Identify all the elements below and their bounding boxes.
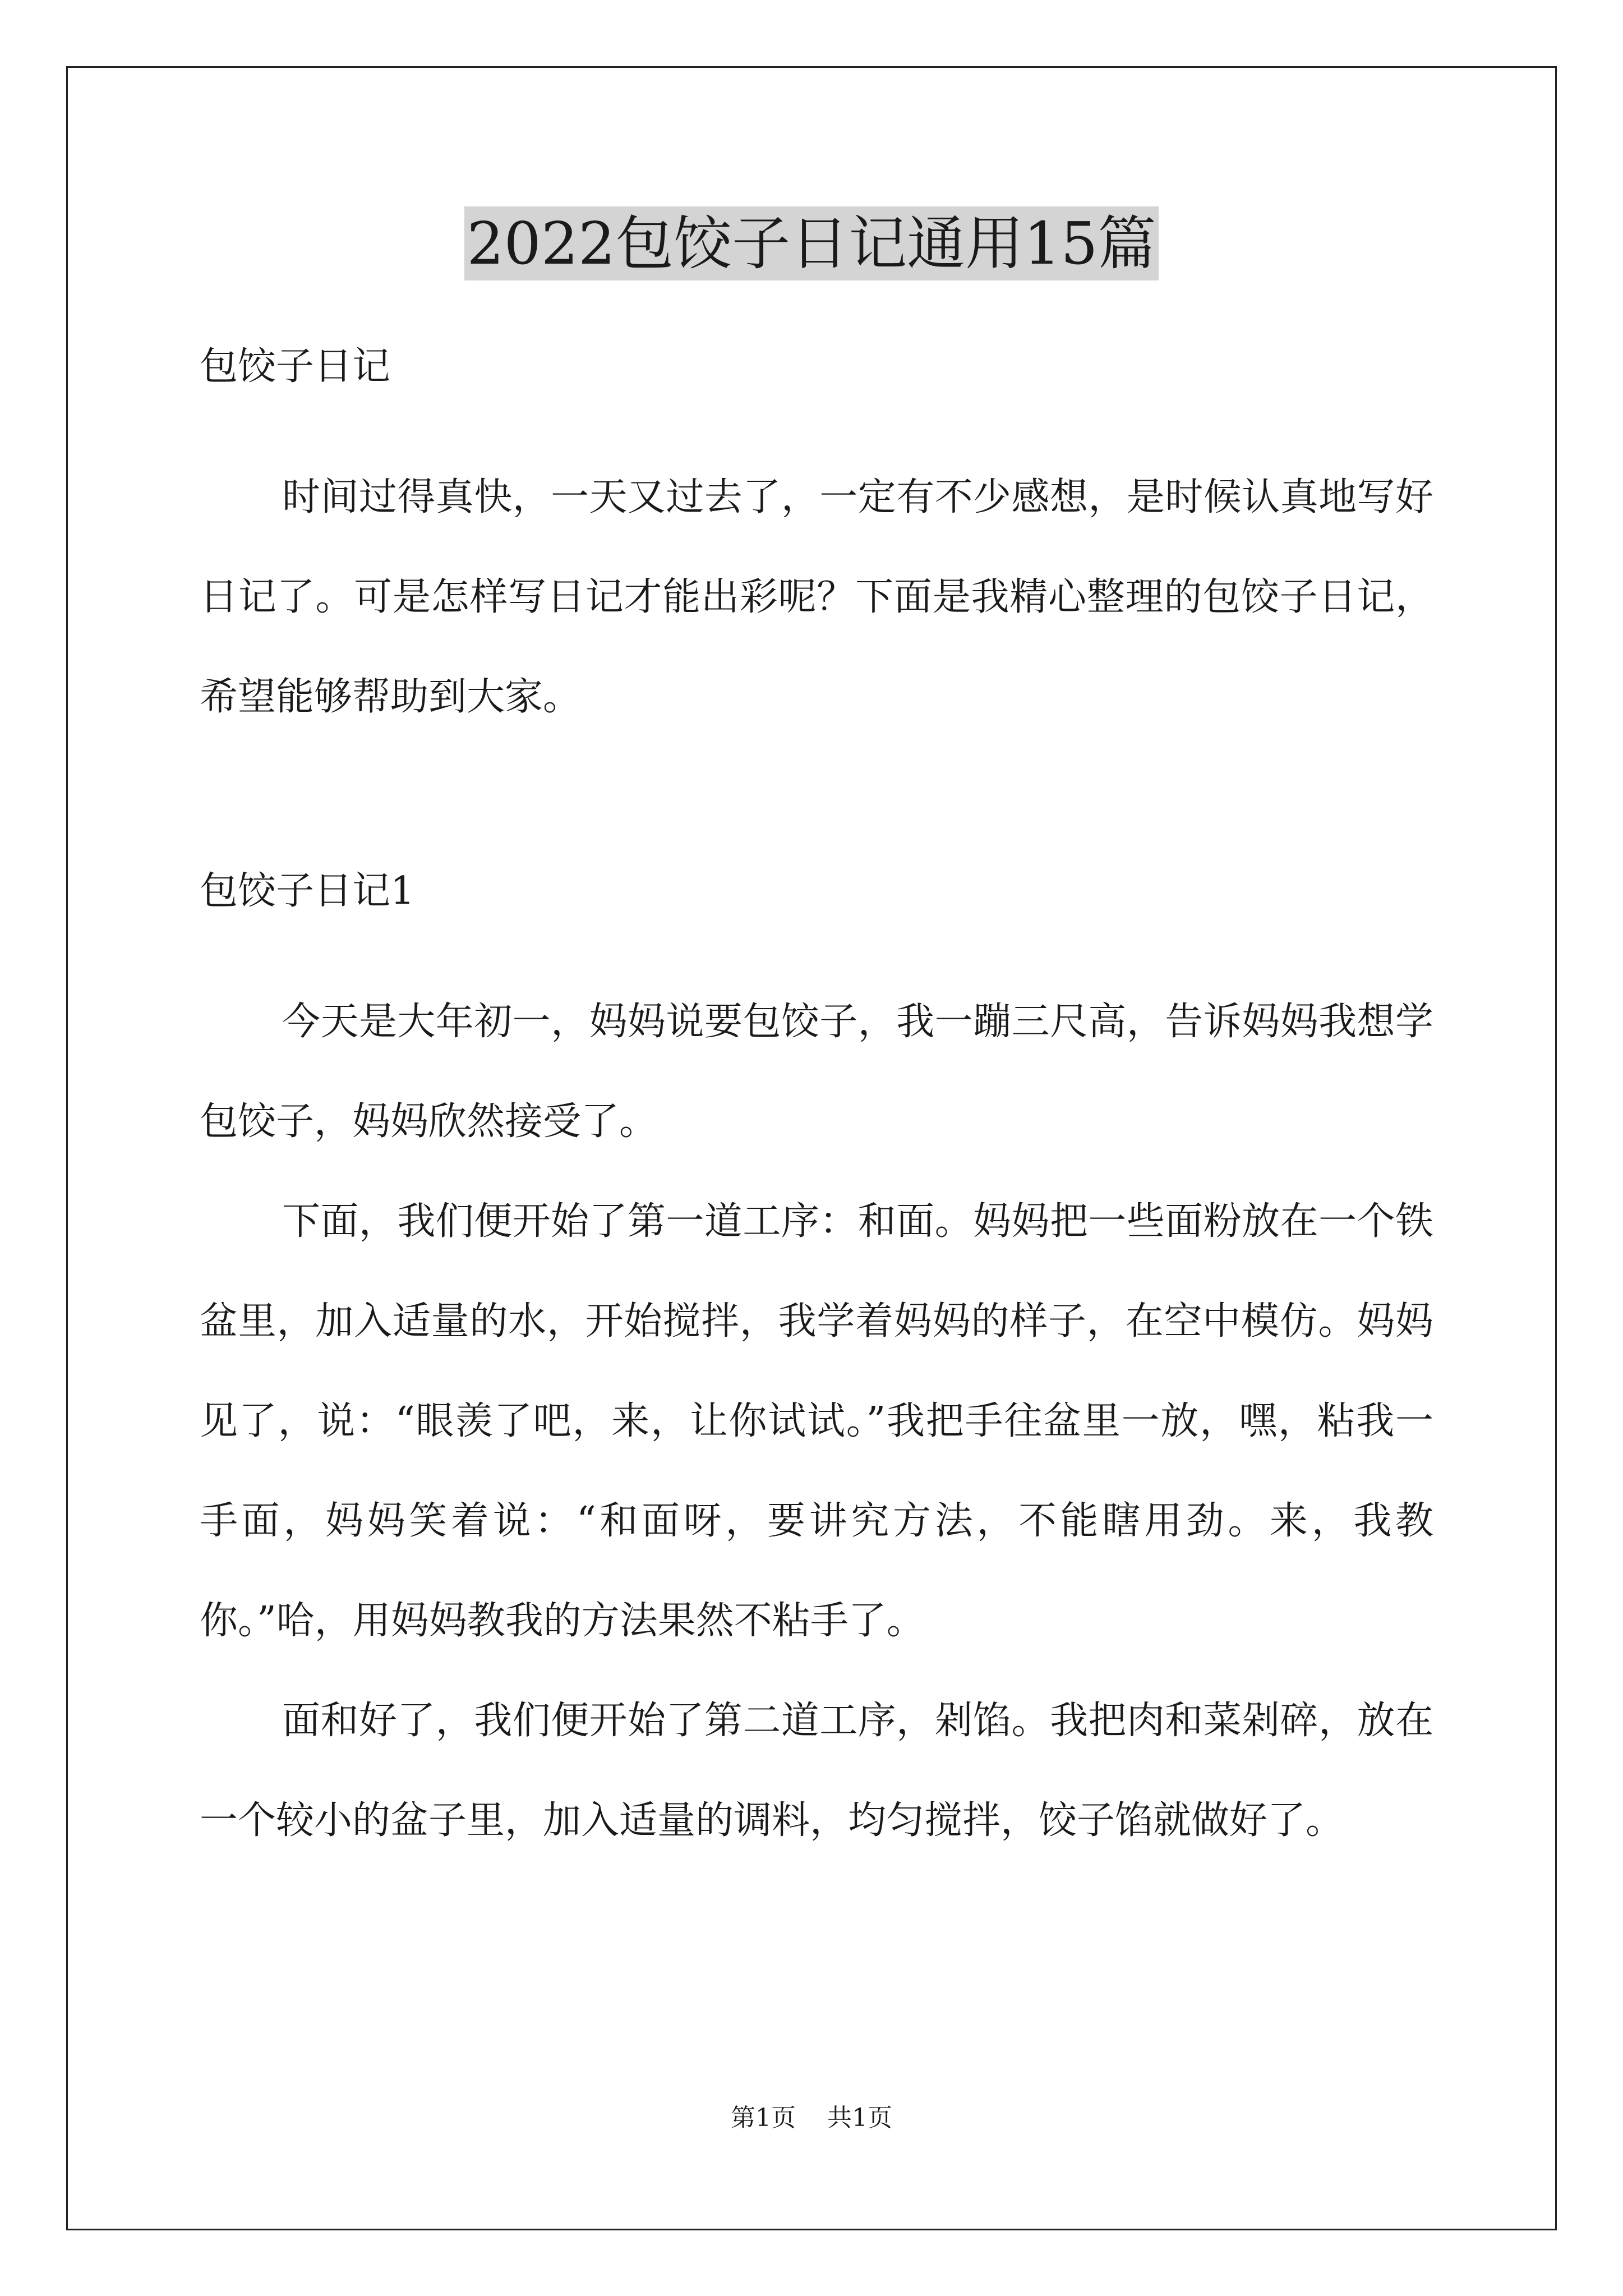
- page-number-current: 第1页: [731, 2104, 796, 2132]
- intro-paragraph: 时间过得真快，一天又过去了，一定有不少感想，是时候认真地写好日记了。可是怎样写日记才能出彩呢？下面是我精心整理的包饺子日记，希望能够帮助到大家。: [200, 475, 1433, 719]
- title-container: [0, 206, 1623, 280]
- intro-heading: 包饺子日记: [200, 344, 391, 389]
- page-footer: [0, 2101, 1623, 2135]
- document-body: [200, 339, 1433, 1871]
- section-heading-1: 包饺子日记1: [200, 869, 415, 913]
- body-paragraph: 下面，我们便开始了第一道工序：和面。妈妈把一些面粉放在一个铁盆里，加入适量的水，开始搅拌，我学着妈妈的样子，在空中模仿。妈妈见了，说：“眼羡了吧，来，让你试试。”我把手往盆里一放，嘿，粘我一手面，妈妈笑着说：“和面呀，要讲究方法，不能瞎用劲。来，我教你。”哈，用妈妈教我的方法果然不粘手了。: [200, 1199, 1433, 1643]
- body-paragraph: 今天是大年初一，妈妈说要包饺子，我一蹦三尺高，告诉妈妈我想学包饺子，妈妈欣然接受了。: [200, 1000, 1433, 1144]
- page-number-total: 共1页: [827, 2104, 892, 2132]
- document-title: 2022包饺子日记通用15篇: [464, 206, 1158, 280]
- body-paragraph: 面和好了，我们便开始了第二道工序，剁馅。我把肉和菜剁碎，放在一个较小的盆子里，加入适量的调料，均匀搅拌，饺子馅就做好了。: [200, 1699, 1433, 1843]
